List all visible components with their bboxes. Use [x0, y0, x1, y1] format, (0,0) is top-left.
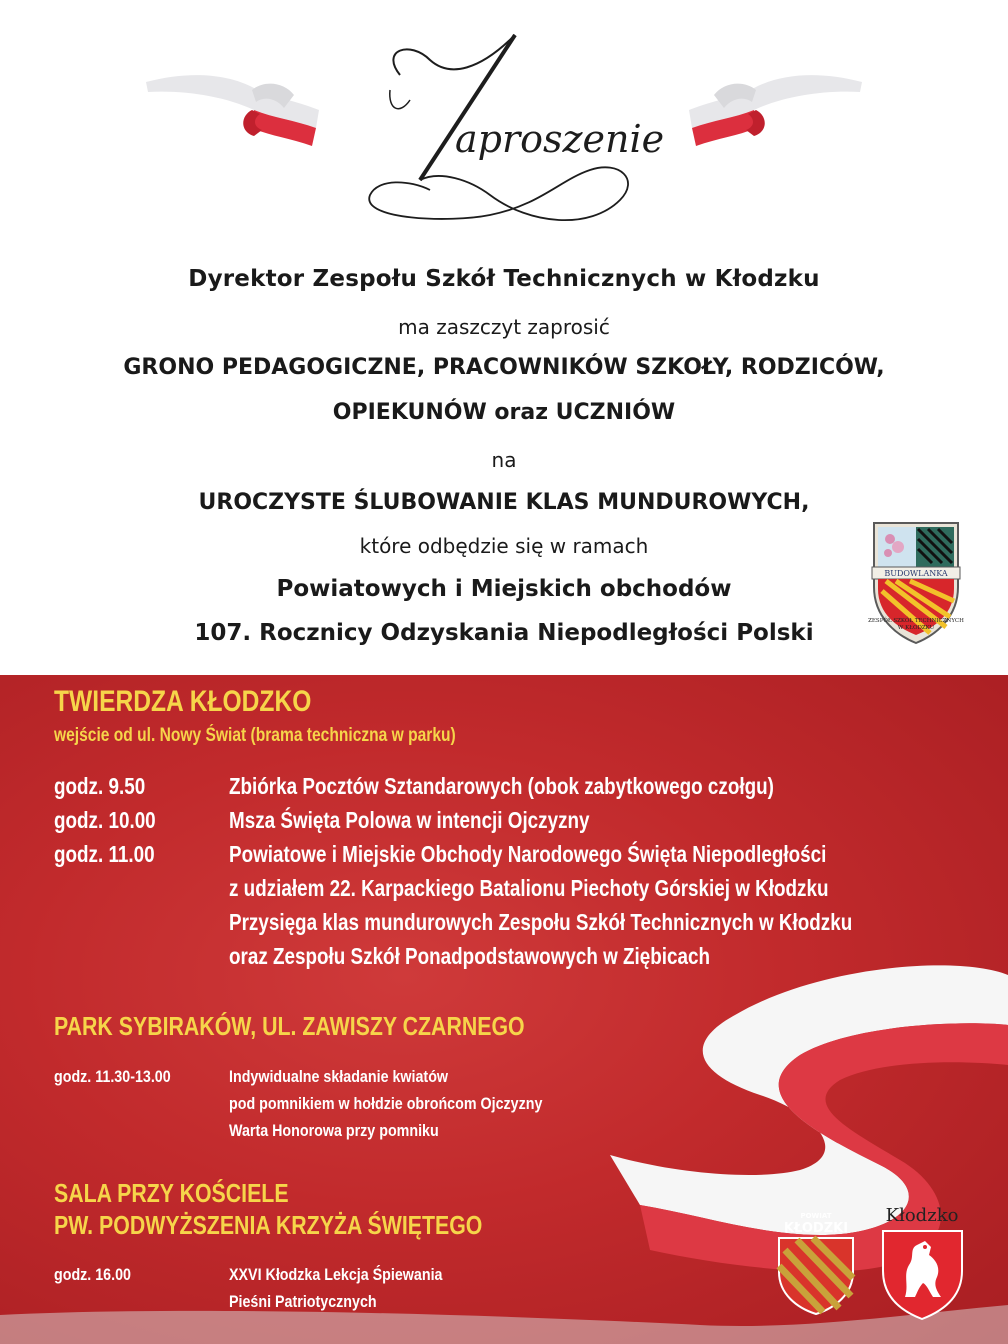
powiat-klodzki-logo-icon — [775, 1210, 857, 1315]
program-section — [0, 675, 1008, 1344]
polish-flag-ribbon-right-icon — [684, 70, 864, 150]
section3-line-1: XXVI Kłodzka Lekcja Śpiewania — [229, 1265, 443, 1284]
svg-text:BUDOWLANKA: BUDOWLANKA — [884, 569, 948, 578]
calligraphic-z-icon — [340, 30, 670, 230]
klodzko-city-logo-icon — [875, 1205, 970, 1320]
invitation-line-celebrations: Powiatowych i Miejskich obchodów — [276, 576, 732, 602]
section1-text-1: Zbiórka Pocztów Sztandarowych (obok zabytkowego czołgu) — [229, 773, 774, 799]
invitation-line-director: Dyrektor Zespołu Szkół Technicznych w Kłodzku — [188, 266, 820, 292]
svg-text:KŁODZKI: KŁODZKI — [783, 1221, 849, 1236]
section1-title: TWIERDZA KŁODZKO — [54, 685, 312, 718]
section2-time: godz. 11.30-13.00 — [54, 1067, 171, 1086]
invitation-line-guests: GRONO PEDAGOGICZNE, PRACOWNIKÓW SZKOŁY, RODZICÓW, — [123, 355, 885, 380]
section1-time-3: godz. 11.00 — [54, 841, 155, 867]
polish-flag-ribbon-left-icon — [144, 70, 324, 150]
section1-time-2: godz. 10.00 — [54, 807, 156, 833]
invitation-line-guests-2: OPIEKUNÓW oraz UCZNIÓW — [332, 400, 676, 425]
section1-cont-3: oraz Zespołu Szkół Ponadpodstawowych w Ziębicach — [229, 943, 711, 969]
section1-time-1: godz. 9.50 — [54, 773, 146, 799]
section1-cont-1: z udziałem 22. Karpackiego Batalionu Piechoty Górskiej w Kłodzku — [229, 875, 829, 901]
svg-text:W KŁODZKU: W KŁODZKU — [897, 625, 935, 631]
title-script — [340, 30, 670, 230]
section2-title: PARK SYBIRAKÓW, UL. ZAWISZY CZARNEGO — [54, 1011, 525, 1041]
section3-line-2: Pieśni Patriotycznych — [229, 1292, 377, 1311]
section2-line-1: Indywidualne składanie kwiatów — [229, 1067, 449, 1086]
invitation-line-anniversary: 107. Rocznicy Odzyskania Niepodległości Polski — [194, 620, 814, 646]
invitation-line-honor: ma zaszczyt zaprosić — [398, 315, 610, 339]
invitation-line-event: UROCZYSTE ŚLUBOWANIE KLAS MUNDUROWYCH, — [198, 490, 810, 515]
svg-text:ZESPÓŁ SZKÓŁ TECHNICZNYCH: ZESPÓŁ SZKÓŁ TECHNICZNYCH — [868, 618, 964, 624]
invitation-line-na: na — [491, 448, 517, 472]
section3-title-2: PW. PODWYŻSZENIA KRZYŻA ŚWIĘTEGO — [54, 1210, 483, 1240]
school-crest-logo-icon — [866, 517, 966, 647]
section3-time: godz. 16.00 — [54, 1265, 131, 1284]
section2-line-2: pod pomnikiem w hołdzie obrońcom Ojczyzny — [229, 1094, 543, 1113]
invitation-line-within: które odbędzie się w ramach — [359, 534, 649, 558]
svg-text:POWIAT: POWIAT — [800, 1212, 832, 1220]
svg-text:aproszenie: aproszenie — [455, 117, 665, 161]
section2-line-3: Warta Honorowa przy pomniku — [229, 1121, 439, 1140]
section1-text-3: Powiatowe i Miejskie Obchody Narodowego Święta Niepodległości — [229, 841, 827, 867]
section1-subtitle: wejście od ul. Nowy Świat (brama techniczna w parku) — [54, 725, 456, 746]
section1-text-2: Msza Święta Polowa w intencji Ojczyzny — [229, 807, 590, 833]
section1-cont-2: Przysięga klas mundurowych Zespołu Szkół Technicznych w Kłodzku — [229, 909, 853, 935]
section3-title-1: SALA PRZY KOŚCIELE — [54, 1178, 289, 1208]
svg-text:Kłodzko: Kłodzko — [885, 1205, 959, 1226]
